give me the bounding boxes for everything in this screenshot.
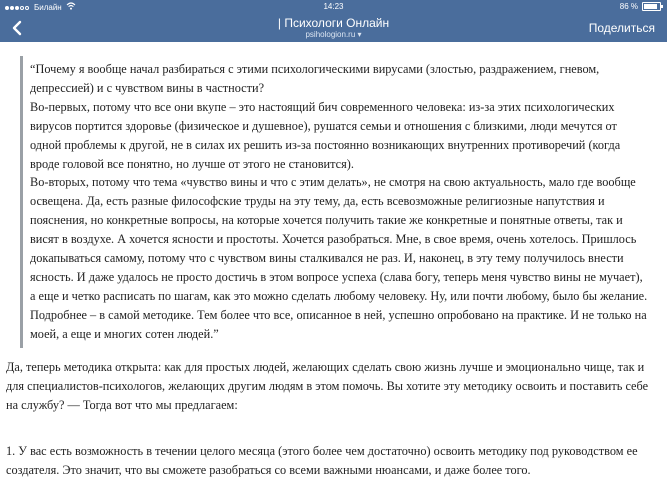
article-paragraph: [6, 358, 656, 415]
battery-group: [620, 2, 661, 11]
quote-paragraph: Во-первых, потому что все они вкупе – это настоящий бич современного человека: из-за этих психологических вирусов портится здоровье (физическое и душевное), рушатся семьи и отношения с близкими, люди мечутся от одной проблемы к другой, не в силах их решить из-за постоянно возникающих внутренних противоречий (когда вроде головой все понятно, но лучше от этого не становится).: [30, 99, 621, 171]
share-button[interactable]: Поделиться: [588, 21, 655, 35]
article-paragraph: [6, 442, 656, 480]
blockquote: [20, 56, 650, 348]
carrier-name: Билайн: [34, 2, 62, 12]
body-text: 1. У вас есть возможность в течении целого месяца (этого более чем достаточно) освоить методику под руководством ее создателя. Это значит, что вы сможете разобраться со всеми важными нюансами, и даже более того.: [6, 444, 638, 477]
battery-percent: 86 %: [619, 2, 638, 11]
page-title: | Психологи Онлайн: [277, 16, 390, 30]
battery-fill: [644, 4, 657, 9]
clock: 14:23: [323, 2, 344, 11]
body-text: Да, теперь методика открыта: как для простых людей, желающих сделать свою жизнь лучше и эмоционально чище, так и для специалистов-психологов, желающих другим людям в этом помочь. Вы хотите эту методику освоить и поставить себе на службу? — Тогда вот что мы предлагаем:: [6, 360, 649, 412]
nav-bar: [0, 14, 667, 42]
site-url-dropdown[interactable]: psihologion.ru ▾: [305, 30, 362, 39]
quote-paragraph: Во-вторых, потому что тема «чувство вины и что с этим делать», не смотря на свою актуальность, мало где вообще освещена. Да, есть разные философские труды на эту тему, да, есть всевозможные религиозные напутствия и пояснения, но конкретные вопросы, на которые хочется получить такие же конкретные и понятные ответы, так и висят в воздухе. А хочется ясности и простоты. Хочется разобраться. Мне, в свое время, очень хотелось. Пришлось докапываться самому, потому что с чувством вины сталкивался не раз. И, наконец, в эту тему получилось внести ясность. И даже удалось не просто достичь в этом вопросе успеха (слава богу, теперь меня чувство вины не мучает), а еще и четко расписать по шагам, как это можно сделать любому человеку. Ну, или почти любому, было бы желание. Подробнее – в самой методике. Тем более что все, описанное в ней, успешно опробовано на практике. И не только на моей, а еще и многих сотен людей.”: [30, 175, 648, 341]
status-bar: [0, 0, 667, 14]
quote-paragraph: “Почему я вообще начал разбираться с этими психологическими вирусами (злостью, раздражением, гневом, депрессией) и с чувством вины в частности?: [30, 62, 600, 95]
battery-icon: [642, 2, 661, 11]
